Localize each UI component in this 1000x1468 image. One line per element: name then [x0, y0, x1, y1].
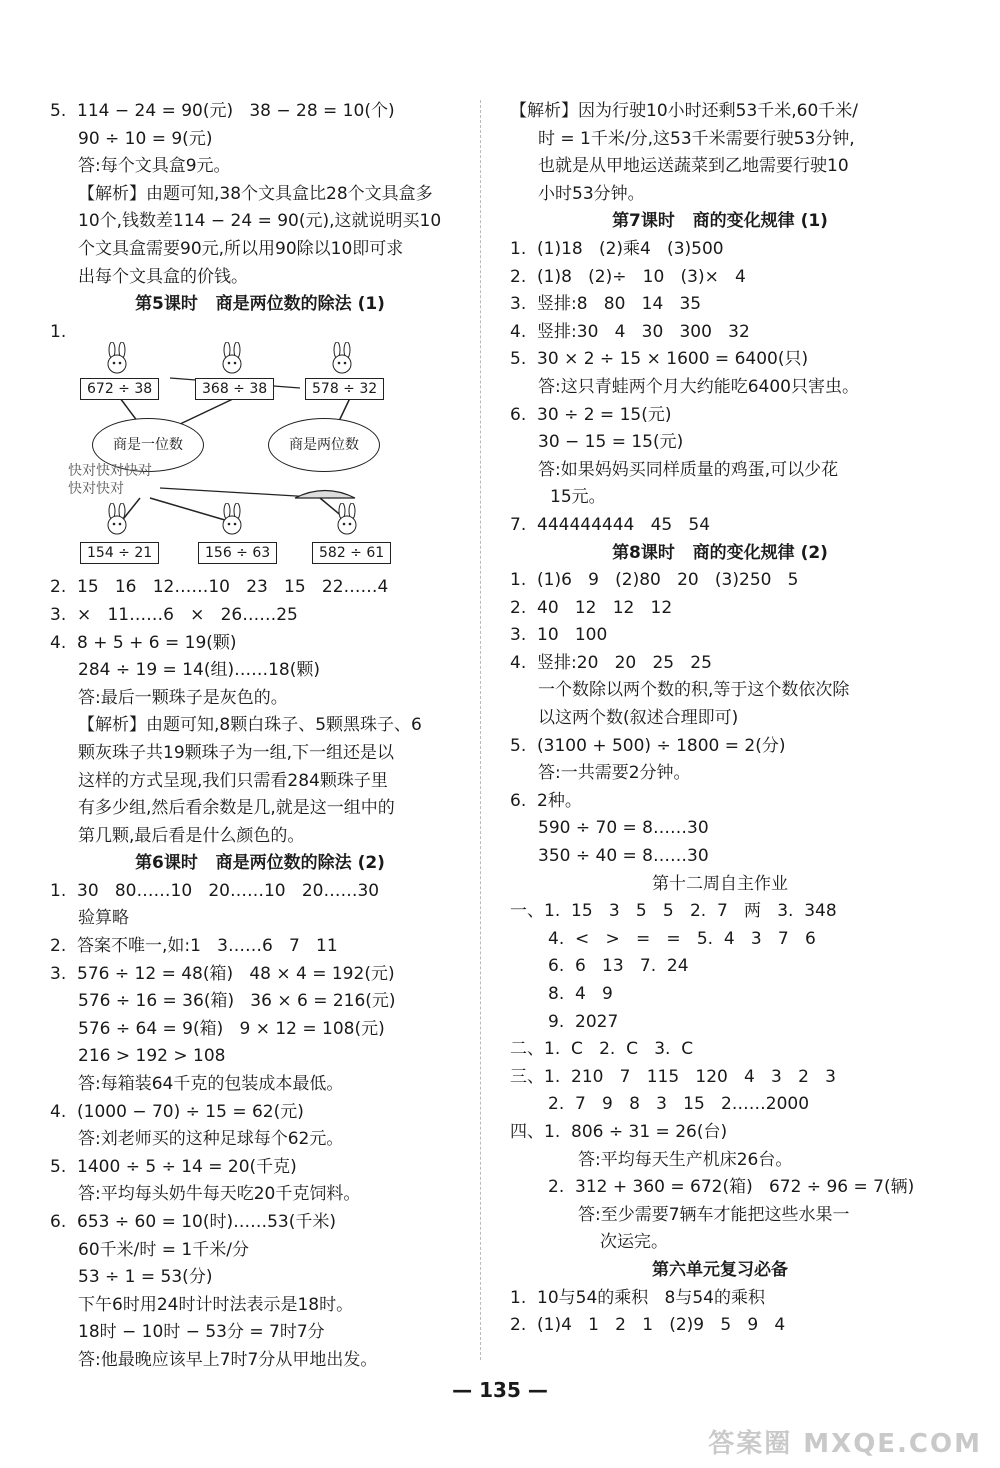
- answer-line: 6. 6 13 7. 24: [548, 956, 689, 977]
- answer-line: 216 > 192 > 108: [78, 1046, 226, 1067]
- answer-line: 答:平均每天生产机床26台。: [578, 1149, 793, 1170]
- expression-box: 368 ÷ 38: [195, 378, 274, 400]
- watermark: 答案圈 MXQE.COM: [708, 1429, 982, 1459]
- answer-line: 15元。: [550, 487, 606, 508]
- handwritten-note: 快对快对: [68, 481, 124, 498]
- analysis-line: 这样的方式呈现,我们只需看284颗珠子里: [78, 770, 388, 791]
- analysis-line: 也就是从甲地运送蔬菜到乙地需要行驶10: [538, 156, 849, 177]
- analysis-line: 10个,钱数差114 − 24 = 90(元),这就说明买10: [78, 211, 442, 232]
- bunny-icon: [215, 503, 249, 539]
- expression-box: 154 ÷ 21: [80, 542, 159, 564]
- answer-line: 答:平均每头奶牛每天吃20千克饲料。: [78, 1184, 361, 1205]
- answer-line: 576 ÷ 16 = 36(箱) 36 × 6 = 216(元): [78, 991, 396, 1012]
- column-divider: [480, 100, 481, 1360]
- answer-line: 576 ÷ 64 = 9(箱) 9 × 12 = 108(元): [78, 1018, 385, 1039]
- answer-line: 答:这只青蛙两个月大约能吃6400只害虫。: [538, 376, 859, 397]
- answer-line: 18时 − 10时 − 53分 = 7时7分: [78, 1322, 325, 1343]
- answer-line: 6. 2种。: [510, 790, 582, 811]
- answer-line: 3. 竖排:8 80 14 35: [510, 294, 702, 315]
- analysis-line: 【解析】由题可知,8颗白珠子、5颗黑珠子、6: [78, 715, 422, 736]
- answer-line: 2. (1)8 (2)÷ 10 (3)× 4: [510, 266, 746, 287]
- answer-line: 1. (1)18 (2)乘4 (3)500: [510, 238, 724, 259]
- analysis-line: 【解析】由题可知,38个文具盒比28个文具盒多: [78, 183, 433, 204]
- question-1-label: 1.: [50, 321, 67, 342]
- answer-line: 4. (1000 − 70) ÷ 15 = 62(元): [50, 1101, 304, 1122]
- answer-line: 5. 114 − 24 = 90(元) 38 − 28 = 10(个): [50, 101, 395, 121]
- answer-line: 答:他最晚应该早上7时7分从甲地出发。: [78, 1349, 378, 1370]
- expression-box: 578 ÷ 32: [305, 378, 384, 400]
- answer-line: 5. (3100 + 500) ÷ 1800 = 2(分): [510, 735, 786, 756]
- answer-line: 1. 10与54的乘积 8与54的乘积: [510, 1287, 765, 1308]
- answer-line: 次运完。: [600, 1232, 668, 1253]
- answer-line: 2. 7 9 8 3 15 2……2000: [548, 1094, 810, 1115]
- unit-6-review-title: 第六单元复习必备: [652, 1259, 788, 1280]
- left-column: [50, 98, 470, 1375]
- answer-line: 6. 653 ÷ 60 = 10(时)……53(千米): [50, 1212, 337, 1232]
- oval-one-digit: 商是一位数: [92, 418, 204, 472]
- oval-stand: [295, 491, 355, 499]
- bunny-icon: [330, 503, 364, 539]
- answer-line: 3. × 11……6 × 26……25: [50, 604, 298, 625]
- handwritten-note: 快对快对快对: [68, 463, 152, 480]
- answer-line: 2. 312 + 360 = 672(箱) 672 ÷ 96 = 7(辆): [548, 1177, 915, 1198]
- answer-line: 1. (1)6 9 (2)80 20 (3)250 5: [510, 570, 799, 591]
- answer-line: 四、1. 806 ÷ 31 = 26(台): [510, 1121, 728, 1142]
- answer-line: 4. < > = = 5. 4 3 7 6: [548, 928, 816, 949]
- answer-line: 2. 40 12 12 12: [510, 597, 673, 618]
- answer-line: 53 ÷ 1 = 53(分): [78, 1267, 213, 1288]
- answer-line: 一个数除以两个数的积,等于这个数依次除: [538, 680, 850, 701]
- answer-line: 答:刘老师买的这种足球每个62元。: [78, 1129, 344, 1150]
- answer-line: 350 ÷ 40 = 8……30: [538, 846, 709, 867]
- answer-line: 3. 576 ÷ 12 = 48(箱) 48 × 4 = 192(元): [50, 963, 395, 984]
- answer-line: 一、1. 15 3 5 5 2. 7 两 3. 348: [510, 901, 837, 922]
- lesson-7-title: 第7课时 商的变化规律 (1): [612, 211, 828, 232]
- answer-line: 3. 10 100: [510, 625, 608, 646]
- answer-line: 答:每个文具盒9元。: [78, 156, 231, 177]
- right-column: [510, 98, 930, 1340]
- analysis-line: 【解析】因为行驶10小时还剩53千米,60千米/: [510, 101, 859, 121]
- expression-box: 582 ÷ 61: [312, 542, 391, 564]
- answer-line: 4. 竖排:20 20 25 25: [510, 652, 712, 673]
- answer-line: 5. 30 × 2 ÷ 15 × 1600 = 6400(只): [510, 349, 809, 370]
- answer-line: 590 ÷ 70 = 8……30: [538, 818, 709, 839]
- answer-line: 8. 4 9: [548, 984, 613, 1004]
- bunny-icon: [100, 503, 134, 539]
- analysis-line: 个文具盒需要90元,所以用90除以10即可求: [78, 238, 404, 259]
- lesson-5-title: 第5课时 商是两位数的除法 (1): [135, 294, 385, 315]
- answer-line: 答:最后一颗珠子是灰色的。: [78, 687, 288, 708]
- answer-line: 答:一共需要2分钟。: [538, 763, 691, 784]
- answer-line: 验算略: [78, 908, 129, 929]
- page-number: — 135 —: [452, 1378, 548, 1402]
- answer-line: 三、1. 210 7 115 120 4 3 2 3: [510, 1066, 836, 1087]
- answer-line: 答:每箱装64千克的包装成本最低。: [78, 1074, 344, 1095]
- answer-line: 90 ÷ 10 = 9(元): [78, 128, 213, 149]
- week-12-title: 第十二周自主作业: [652, 873, 788, 894]
- oval-two-digit: 商是两位数: [268, 418, 380, 472]
- analysis-line: 有多少组,然后看余数是几,就是这一组中的: [78, 798, 395, 819]
- answer-line: 4. 竖排:30 4 30 300 32: [510, 321, 750, 342]
- answer-line: 6. 30 ÷ 2 = 15(元): [510, 404, 672, 425]
- lesson-6-title: 第6课时 商是两位数的除法 (2): [135, 853, 385, 874]
- analysis-line: 第几颗,最后看是什么颜色的。: [78, 825, 305, 846]
- answer-line: 答:至少需要7辆车才能把这些水果一: [578, 1204, 850, 1225]
- answer-line: 答:如果妈妈买同样质量的鸡蛋,可以少花: [538, 459, 839, 480]
- answer-line: 1. 30 80……10 20……10 20……30: [50, 880, 380, 901]
- expression-box: 156 ÷ 63: [198, 542, 277, 564]
- bunny-icon: [325, 342, 359, 378]
- analysis-line: 出每个文具盒的价钱。: [78, 266, 248, 287]
- expression-box: 672 ÷ 38: [80, 378, 159, 400]
- answer-line: 2. (1)4 1 2 1 (2)9 5 9 4: [510, 1315, 786, 1336]
- lesson-8-title: 第8课时 商的变化规律 (2): [612, 542, 828, 563]
- answer-line: 以这两个数(叙述合理即可): [538, 708, 739, 729]
- answer-line: 下午6时用24时计时法表示是18时。: [78, 1294, 354, 1315]
- bunny-icon: [215, 342, 249, 378]
- answer-line: 5. 1400 ÷ 5 ÷ 14 = 20(千克): [50, 1156, 297, 1177]
- answer-line: 30 − 15 = 15(元): [538, 432, 684, 453]
- answer-line: 60千米/时 = 1千米/分: [78, 1239, 249, 1260]
- analysis-line: 时 = 1千米/分,这53千米需要行驶53分钟,: [538, 128, 855, 149]
- bunny-icon: [100, 342, 134, 378]
- answer-line: 二、1. C 2. C 3. C: [510, 1039, 694, 1060]
- answer-line: 7. 444444444 45 54: [510, 514, 711, 535]
- answer-line: 9. 2027: [548, 1011, 619, 1032]
- answer-line: 4. 8 + 5 + 6 = 19(颗): [50, 632, 237, 653]
- answer-line: 2. 15 16 12……10 23 15 22……4: [50, 577, 389, 598]
- analysis-line: 颗灰珠子共19颗珠子为一组,下一组还是以: [78, 742, 395, 763]
- answer-line: 2. 答案不唯一,如:1 3……6 7 11: [50, 936, 338, 957]
- analysis-line: 小时53分钟。: [538, 183, 645, 204]
- answer-line: 284 ÷ 19 = 14(组)……18(颗): [78, 660, 320, 681]
- matching-diagram: [50, 348, 470, 568]
